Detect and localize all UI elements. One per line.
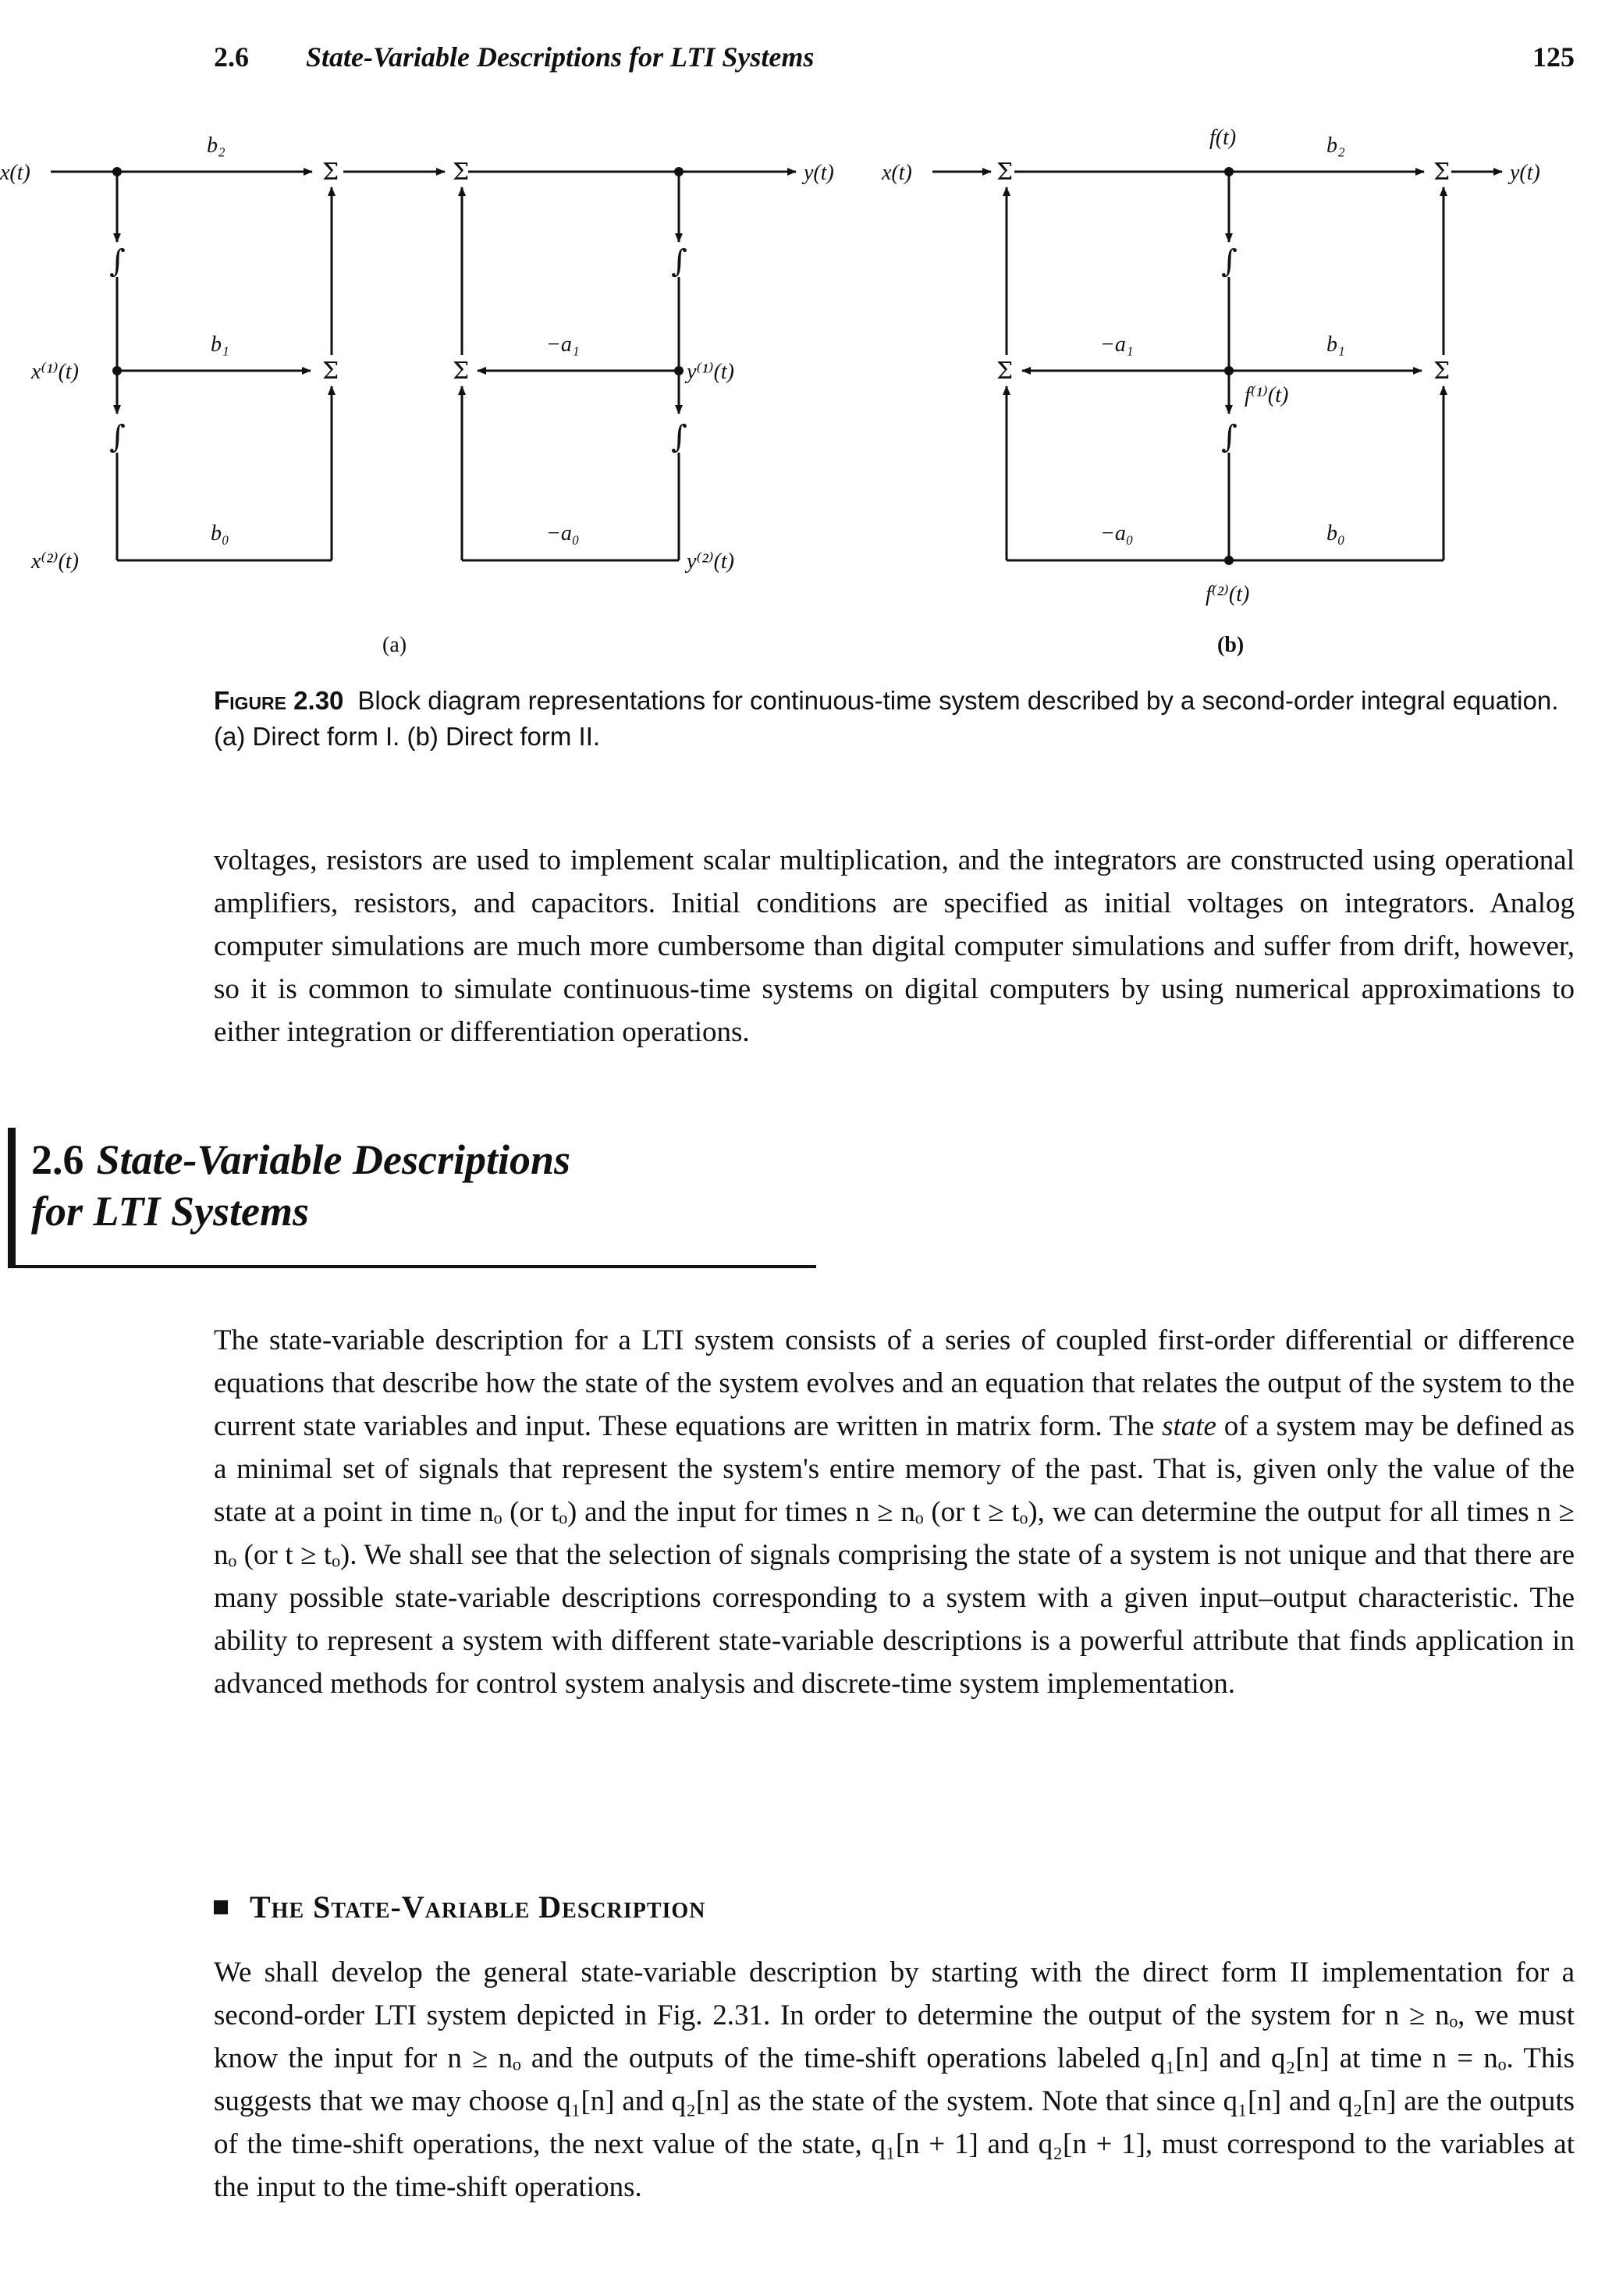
signal-label: f(t)	[1209, 126, 1237, 150]
caption-label: Figure 2.30	[214, 686, 344, 715]
signal-label: f⁽¹⁾(t)	[1245, 383, 1289, 407]
integrator-icon: ∫	[109, 419, 126, 455]
gain-label: b₀	[211, 521, 229, 546]
running-head-title: State-Variable Descriptions for LTI Systems	[306, 41, 815, 73]
panel-a-diagram	[51, 172, 796, 560]
panel-a-label: (a)	[382, 633, 407, 657]
output-label: y(t)	[804, 161, 834, 185]
block-diagram	[0, 101, 1598, 663]
page-number: 125	[1532, 41, 1575, 73]
body-paragraph: We shall develop the general state-variable description by starting with the direct form II implementation for a second-order LTI system depicted in Fig. 2.31. In order to determine the output of the system for n ≥ nₒ, we must know the input for n ≥ nₒ and the outputs of the time-shift operations labeled q₁[n] and q₂[n] at time n = nₒ. This suggests that we may choose q₁[n] and q₂[n] as the state of the system. Note that since q₁[n] and q₂[n] are the outputs of the time-shift operations, the next value of the state, q₁[n + 1] and q₂[n + 1], must correspond to the variables at the input to the time-shift operations.	[214, 1957, 1575, 2203]
gain-label: b₂	[1326, 133, 1345, 158]
sum-node-icon: Σ	[996, 357, 1014, 385]
integrator-icon: ∫	[1221, 419, 1238, 455]
signal-label: y⁽²⁾(t)	[687, 549, 735, 574]
gain-label: b₀	[1326, 521, 1345, 546]
integrator-icon: ∫	[671, 243, 687, 279]
subheading	[214, 1889, 705, 1925]
input-label: x(t)	[0, 161, 30, 185]
sum-node-icon: Σ	[322, 357, 339, 385]
emphasis-word: state	[1162, 1410, 1216, 1442]
gain-label: b₁	[211, 332, 229, 357]
integrator-icon: ∫	[671, 419, 687, 455]
signal-label: x⁽²⁾(t)	[31, 549, 80, 574]
body-paragraph	[214, 1319, 1575, 1705]
panel-a-nodes	[112, 167, 684, 375]
gain-label: −a₀	[546, 521, 580, 546]
signal-label: y⁽¹⁾(t)	[687, 360, 735, 384]
figure-caption	[214, 683, 1575, 755]
heading-rule	[8, 1265, 816, 1268]
heading-bar	[8, 1128, 16, 1268]
running-head	[214, 41, 1575, 87]
body-paragraph: voltages, resistors are used to implement scalar multiplication, and the integrators are constructed using operational amplifiers, resistors, and capacitors. Initial conditions are specified as initial voltages on integrators. Analog computer simulations are much more cumbersome than digital computer simulations and suffer from drift, however, so it is common to simulate continuous-time systems on digital computers by using numerical approximations to either integration or differentiation operations.	[214, 844, 1575, 1048]
section-title	[31, 1134, 570, 1237]
section-heading	[8, 1128, 816, 1268]
integrator-icon: ∫	[109, 243, 126, 279]
sum-node-icon: Σ	[322, 158, 339, 186]
gain-label: −a₀	[1100, 521, 1134, 546]
square-bullet-icon	[214, 1900, 228, 1914]
sum-node-icon: Σ	[1433, 158, 1451, 186]
sum-node-icon: Σ	[453, 158, 470, 186]
integrator-icon: ∫	[1221, 243, 1238, 279]
gain-label: −a₁	[1100, 332, 1134, 357]
output-label: y(t)	[1510, 161, 1540, 185]
paragraph-text: of a system may be defined as a minimal set of signals that represent the system's entire memory of the past. That is, given only the value of the state at a point in time nₒ (or tₒ) and the input for times n ≥ nₒ (or t ≥ tₒ), we can determine the output for all times n ≥ nₒ (or t ≥ tₒ). We shall see that the selection of signals comprising the state of a system is not unique and that there are many possible state-variable descriptions corresponding to a system with a given input–output characteristic. The ability to represent a system with different state-variable descriptions is a powerful attribute that finds application in advanced methods for control system analysis and discrete-time system implementation.	[214, 1410, 1575, 1700]
panel-b-label: (b)	[1217, 633, 1245, 657]
gain-label: −a₁	[546, 332, 580, 357]
signal-label: x⁽¹⁾(t)	[31, 360, 80, 384]
section-number: 2.6	[31, 1136, 84, 1183]
gain-label: b₂	[207, 133, 225, 158]
sum-node-icon: Σ	[1433, 357, 1451, 385]
caption-text: Block diagram representations for continuous-time system described by a second-order integral equation. (a) Direct form I. (b) Direct form II.	[214, 686, 1559, 751]
section-title-line2: for LTI Systems	[31, 1188, 310, 1235]
gain-label: b₁	[1326, 332, 1345, 357]
subheading-text: The State-Variable Description	[250, 1889, 706, 1925]
running-head-section: 2.6	[214, 41, 249, 73]
sum-node-icon: Σ	[453, 357, 470, 385]
signal-label: f⁽²⁾(t)	[1206, 582, 1250, 606]
paragraph-text: The state-variable description for a LTI system consists of a series of coupled first-order differential or difference equations that describe how the state of the system evolves and an equation that relates the output of the system to the current state variables and input. These equations are written in matrix form. The	[214, 1324, 1575, 1442]
input-label: x(t)	[882, 161, 912, 185]
sum-node-icon: Σ	[996, 158, 1014, 186]
section-title-line1: State-Variable Descriptions	[96, 1136, 571, 1183]
panel-b-diagram	[932, 172, 1502, 560]
figure-2-30	[0, 101, 1598, 663]
